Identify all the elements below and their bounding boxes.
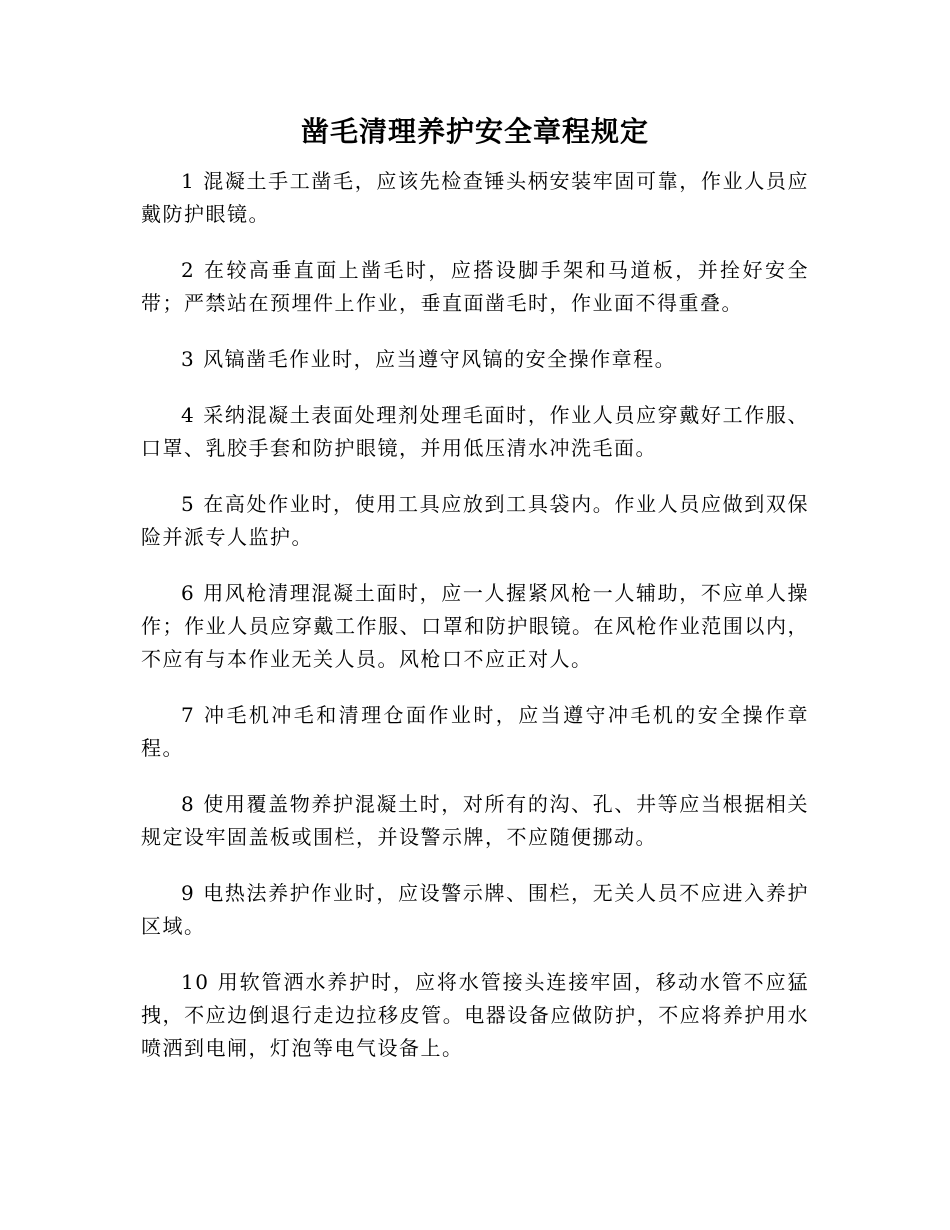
paragraph-4: 4 采纳混凝土表面处理剂处理毛面时，作业人员应穿戴好工作服、口罩、乳胶手套和防护眼镜，并用低压清水冲洗毛面。 <box>141 403 809 460</box>
paragraph-7: 7 冲毛机冲毛和清理仓面作业时，应当遵守冲毛机的安全操作章程。 <box>141 703 809 760</box>
paragraph-10: 10 用软管洒水养护时，应将水管接头连接牢固，移动水管不应猛拽，不应边倒退行走边拉移皮管。电器设备应做防护，不应将养护用水喷洒到电闸，灯泡等电气设备上。 <box>141 970 809 1060</box>
paragraph-5: 5 在高处作业时，使用工具应放到工具袋内。作业人员应做到双保险并派专人监护。 <box>141 492 809 549</box>
paragraph-8: 8 使用覆盖物养护混凝土时，对所有的沟、孔、井等应当根据相关规定设牢固盖板或围栏，并设警示牌，不应随便挪动。 <box>141 792 809 849</box>
paragraph-1: 1 混凝土手工凿毛，应该先检查锤头柄安装牢固可靠，作业人员应戴防护眼镜。 <box>141 169 809 226</box>
paragraph-3: 3 风镐凿毛作业时，应当遵守风镐的安全操作章程。 <box>181 347 677 371</box>
paragraph-6: 6 用风枪清理混凝土面时，应一人握紧风枪一人辅助，不应单人操作；作业人员应穿戴工作服、口罩和防护眼镜。在风枪作业范围以内，不应有与本作业无关人员。风枪口不应正对人。 <box>141 581 809 671</box>
document-body <box>141 165 809 1088</box>
paragraph-2: 2 在较高垂直面上凿毛时，应搭设脚手架和马道板，并拴好安全带；严禁站在预埋件上作业，垂直面凿毛时，作业面不得重叠。 <box>141 258 809 315</box>
paragraph-9: 9 电热法养护作业时，应设警示牌、围栏，无关人员不应进入养护区域。 <box>141 881 809 938</box>
document-title: 凿毛清理养护安全章程规定 <box>300 115 649 148</box>
